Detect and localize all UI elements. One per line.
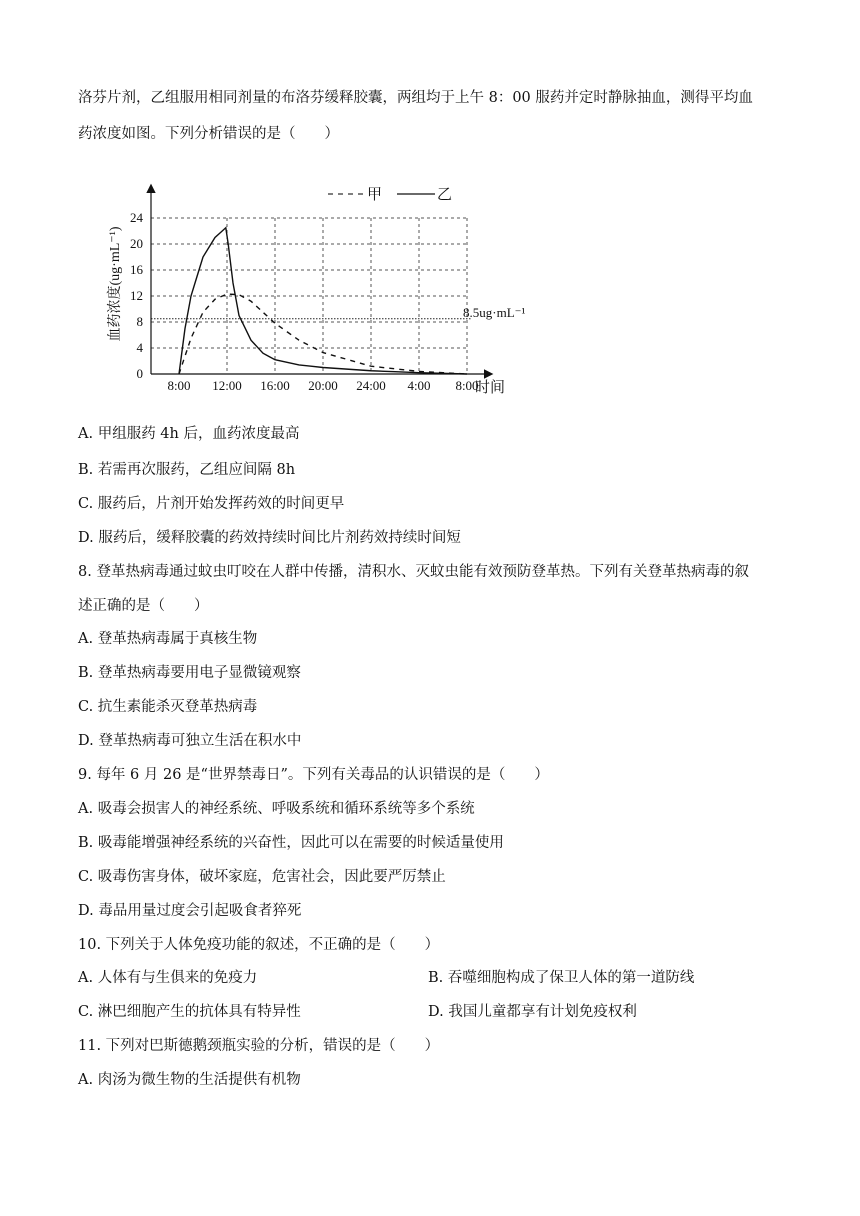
y-tick-label: 0 [136,366,143,381]
y-tick-label: 8 [136,314,143,329]
y-axis-label: 血药浓度(ug·mL⁻¹) [108,226,123,342]
x-tick-label: 16:00 [260,378,290,393]
x-tick-label: 8:00 [167,378,191,393]
q10-option-d[interactable]: D. 我国儿童都享有计划免疫权利 [428,1004,637,1020]
q9-option-b[interactable]: B. 吸毒能增强神经系统的兴奋性，因此可以在需要的时候适量使用 [78,835,504,851]
question-11-stem: 11. 下列对巴斯德鹅颈瓶实验的分析，错误的是（ ） [78,1038,440,1054]
chart-axes [151,186,491,374]
q8-option-c[interactable]: C. 抗生素能杀灭登革热病毒 [78,699,258,715]
q9-option-d[interactable]: D. 毒品用量过度会引起吸食者猝死 [78,903,302,919]
q8-option-b[interactable]: B. 登革热病毒要用电子显微镜观察 [78,665,301,681]
x-axis-label: 时间 [475,380,506,396]
chart-grid [151,218,467,374]
x-tick-label: 4:00 [407,378,431,393]
question-8-stem-line-2: 述正确的是（ ） [78,598,209,614]
q7-option-a[interactable]: A. 甲组服药 4h 后，血药浓度最高 [78,426,300,442]
y-tick-label: 16 [130,262,143,277]
legend-label-jia: 甲 [367,187,383,203]
q9-option-a[interactable]: A. 吸毒会损害人的神经系统、呼吸系统和循环系统等多个系统 [78,801,475,817]
q9-option-c[interactable]: C. 吸毒伤害身体，破坏家庭，危害社会，因此要严厉禁止 [78,869,446,885]
q10-option-c[interactable]: C. 淋巴细胞产生的抗体具有特异性 [78,1004,301,1020]
q7-option-b[interactable]: B. 若需再次服药，乙组应间隔 8h [78,462,296,478]
q10-option-b[interactable]: B. 吞噬细胞构成了保卫人体的第一道防线 [428,970,695,986]
x-tick-label: 8:00 [455,378,479,393]
legend-label-yi: 乙 [437,187,453,203]
x-tick-label: 20:00 [308,378,338,393]
blood-drug-concentration-chart [95,172,525,402]
chart-legend [328,186,452,203]
question-10-stem: 10. 下列关于人体免疫功能的叙述，不正确的是（ ） [78,937,440,953]
reference-line-label: 8.5ug·mL⁻¹ [463,305,525,320]
y-tick-label: 12 [130,288,143,303]
q8-option-d[interactable]: D. 登革热病毒可独立生活在积水中 [78,733,302,749]
x-tick-label: 12:00 [212,378,242,393]
y-tick-label: 20 [130,236,143,251]
question-7-stem-line-1: 洛芬片剂，乙组服用相同剂量的布洛芬缓释胶囊，两组均于上午 8：00 服药并定时静脉抽血，测得平均血 [78,90,753,106]
question-7-stem-line-2: 药浓度如图。下列分析错误的是（ ） [78,126,339,142]
question-9-stem: 9. 每年 6 月 26 是“世界禁毒日”。下列有关毒品的认识错误的是（ ） [78,767,549,783]
q11-option-a[interactable]: A. 肉汤为微生物的生活提供有机物 [78,1072,301,1088]
q8-option-a[interactable]: A. 登革热病毒属于真核生物 [78,631,258,647]
y-tick-label: 24 [130,210,143,225]
x-tick-label: 24:00 [356,378,386,393]
q7-option-d[interactable]: D. 服药后，缓释胶囊的药效持续时间比片剂药效持续时间短 [78,530,461,546]
q7-option-c[interactable]: C. 服药后，片剂开始发挥药效的时间更早 [78,496,345,512]
y-tick-label: 4 [136,340,143,355]
question-8-stem-line-1: 8. 登革热病毒通过蚊虫叮咬在人群中传播，清积水、灭蚊虫能有效预防登革热。下列有关登革热病毒的叙 [78,564,749,580]
q10-option-a[interactable]: A. 人体有与生俱来的免疫力 [78,970,258,986]
